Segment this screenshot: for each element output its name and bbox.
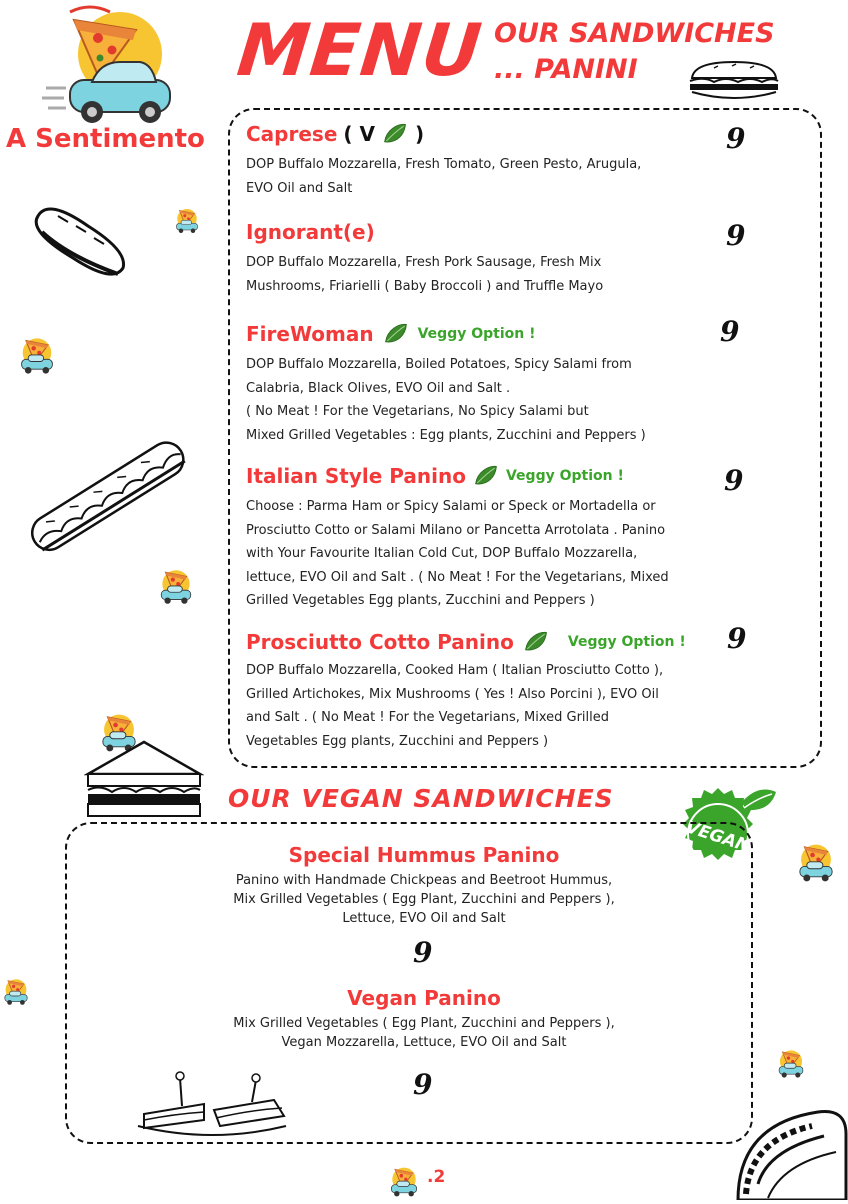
menu-title: MENU [233,8,486,92]
page-number: .2 [427,1167,446,1187]
item-desc-line: Lettuce, EVO Oil and Salt [342,911,506,926]
veggy-option-label: Veggy Option ! [417,326,536,342]
basil-leaf-icon [382,321,410,347]
item-price: 9 [413,936,433,969]
item-price: 9 [724,464,744,497]
item-desc-line: lettuce, EVO Oil and Salt . ( No Meat ! For the Vegetarians, Mixed [246,569,669,585]
subtitle-panini: ... PANINI [494,54,638,85]
item-desc-line: Vegan Mozzarella, Lettuce, EVO Oil and Salt [281,1035,567,1050]
item-name: Prosciutto Cotto Panino [246,630,514,654]
brand-name: A Sentimento [6,124,205,154]
item-desc-line: Mix Grilled Vegetables ( Egg Plant, Zucchini and Peppers ), [233,892,615,907]
club-sandwich-sketch-icon [84,738,204,820]
item-desc-line: EVO Oil and Salt [246,180,353,196]
item-price: 9 [726,219,746,252]
basil-leaf-icon [381,121,409,147]
taco-sketch-icon [728,1104,848,1200]
item-price: 9 [720,315,740,348]
vegan-section-title: OUR VEGAN SANDWICHES [228,784,614,813]
item-desc-line: Mushrooms, Friarielli ( Baby Broccoli ) and Truffle Mayo [246,278,604,294]
vegetarian-tag: ( V [343,122,375,146]
item-desc-line: Prosciutto Cotto or Salami Milano or Pancetta Arrotolata . Panino [246,522,666,538]
logo-pizza-car-icon [40,2,180,127]
item-desc-line: Mix Grilled Vegetables ( Egg Plant, Zucchini and Peppers ), [233,1016,615,1031]
item-name: Ignorant(e) [246,220,375,244]
item-desc-line: ( No Meat ! For the Vegetarians, No Spicy Salami but [246,404,589,419]
pizza-car-icon [384,1164,424,1200]
item-desc-line: DOP Buffalo Mozzarella, Fresh Tomato, Green Pesto, Arugula, [246,157,642,172]
pizza-car-icon [155,566,197,608]
baguette-sketch-icon [28,196,138,286]
item-desc-line: Choose : Parma Ham or Spicy Salami or Speck or Mortadella or [246,499,656,514]
pizza-car-icon [790,840,842,886]
item-desc-line: with Your Favourite Italian Cold Cut, DOP Buffalo Mozzarella, [246,546,638,561]
item-name: Italian Style Panino [246,464,466,488]
vegan-item-name: Special Hummus Panino [288,843,560,867]
veggy-option-label: Veggy Option ! [567,634,686,650]
item-desc-line: DOP Buffalo Mozzarella, Fresh Pork Sausage, Fresh Mix [246,255,602,270]
sub-sandwich-sketch-icon [22,438,202,568]
item-price: 9 [413,1068,433,1101]
item-name: Caprese [246,122,338,146]
veggy-option-label: Veggy Option ! [505,468,624,484]
pizza-car-icon [172,206,202,236]
subtitle-sandwiches: OUR SANDWICHES [494,18,775,49]
basil-leaf-icon [522,629,550,655]
basil-leaf-icon [472,463,500,489]
vegetarian-tag-close: ) [414,122,425,146]
vegan-item-desc [174,871,674,928]
menu-item-ignorante [246,217,806,298]
item-desc-line: DOP Buffalo Mozzarella, Cooked Ham ( Italian Prosciutto Cotto ), [246,663,664,678]
vegan-item-desc [174,1014,674,1052]
vegan-item-name: Vegan Panino [347,986,501,1010]
item-desc-line: Calabria, Black Olives, EVO Oil and Salt . [246,380,511,396]
sandwich-sketch-icon [684,56,784,106]
item-price: 9 [727,622,747,655]
vegan-badge-text: VEGAN [683,817,753,857]
item-desc-line: Vegetables Egg plants, Zucchini and Peppers ) [246,733,549,749]
pizza-car-icon [12,334,62,378]
item-name: FireWoman [246,322,374,346]
item-desc-line: Mixed Grilled Vegetables : Egg plants, Zucchini and Peppers ) [246,427,646,443]
item-desc-line: Panino with Handmade Chickpeas and Beetroot Hummus, [235,873,613,888]
item-price: 9 [726,122,746,155]
item-desc-line: and Salt . ( No Meat ! For the Vegetarians, Mixed Grilled [246,710,609,725]
item-desc-line: Grilled Vegetables Egg plants, Zucchini and Peppers ) [246,593,595,608]
item-desc-line: Grilled Artichokes, Mix Mushrooms ( Yes ! Also Porcini ), EVO Oil [246,686,659,702]
pizza-car-icon [0,962,32,1022]
item-desc-line: DOP Buffalo Mozzarella, Boiled Potatoes, Spicy Salami from [246,357,632,372]
pizza-car-icon [774,1046,808,1082]
menu-item-caprese [246,119,806,200]
tea-sandwich-sketch-icon [134,1070,290,1144]
